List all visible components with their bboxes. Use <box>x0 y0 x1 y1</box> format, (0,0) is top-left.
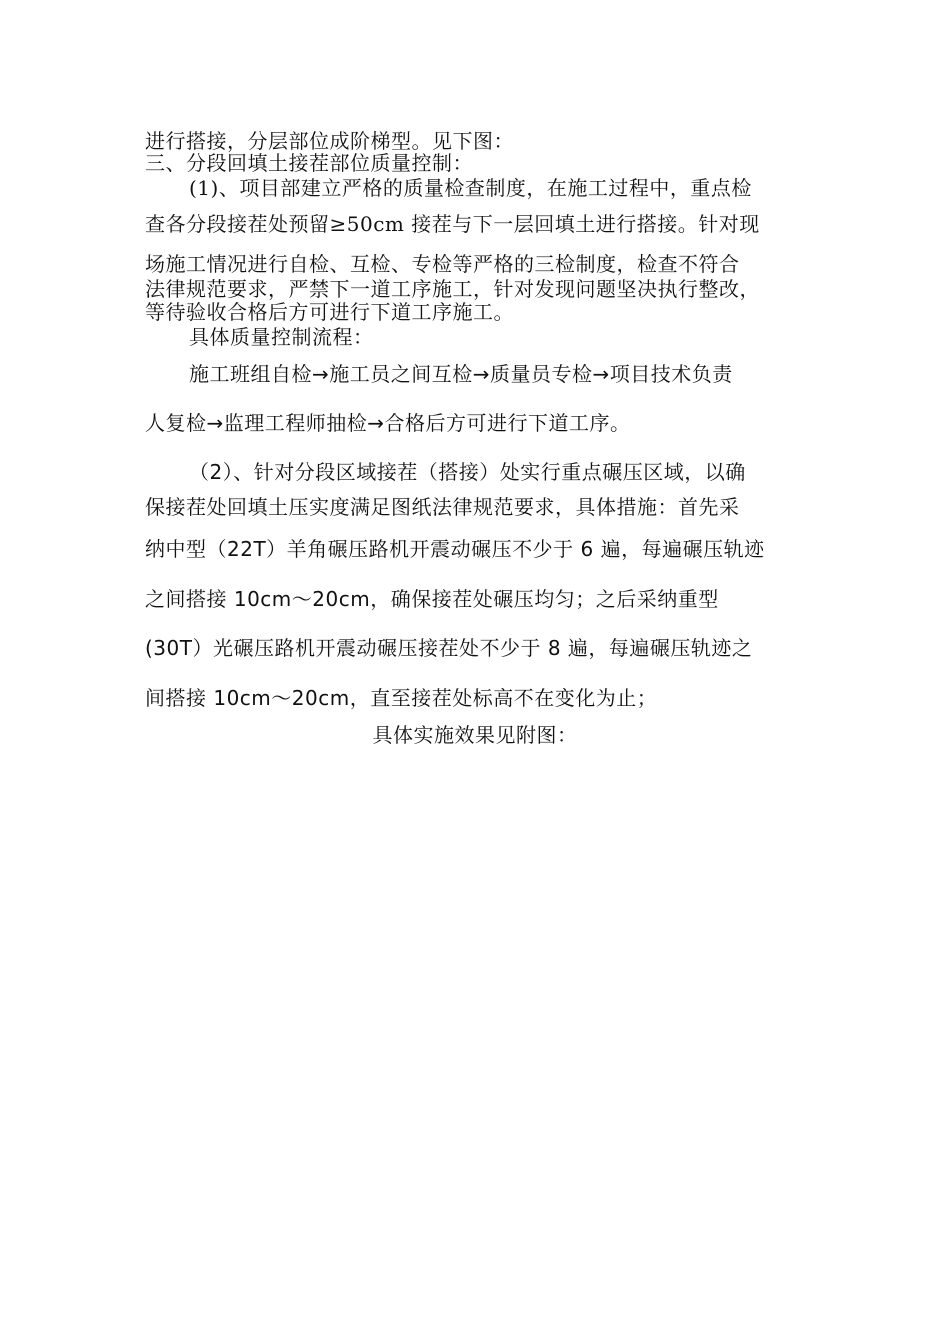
text-line-3: (1)、项目部建立严格的质量检查制度，在施工过程中，重点检 <box>189 176 752 200</box>
text-line-11: （2）、针对分段区域接茬（搭接）处实行重点碾压区域，以确 <box>189 460 746 484</box>
text-line-7: 等待验收合格后方可进行下道工序施工。 <box>145 300 514 324</box>
flow-line-1: 施工班组自检→施工员之间互检→质量员专检→项目技术负责 <box>189 362 733 386</box>
flow-line-2: 人复检→监理工程师抽检→合格后方可进行下道工序。 <box>145 411 631 435</box>
figure-caption: 具体实施效果见附图： <box>372 723 578 747</box>
text-line-13: 纳中型（22T）羊角碾压路机开震动碾压不少于 6 遍，每遍碾压轨迹 <box>145 537 765 561</box>
subheading-flow: 具体质量控制流程： <box>189 325 374 349</box>
text-line-4: 查各分段接茬处预留≥50cm 接茬与下一层回填土进行搭接。针对现 <box>145 212 760 236</box>
text-line-16: 间搭接 10cm～20cm，直至接茬处标高不在变化为止； <box>145 686 658 710</box>
text-line-6: 法律规范要求，严禁下一道工序施工，针对发现问题坚决执行整改， <box>145 277 760 301</box>
text-line-15: (30T）光碾压路机开震动碾压接茬处不少于 8 遍，每遍碾压轨迹之 <box>145 636 753 660</box>
section-heading: 三、分段回填土接茬部位质量控制： <box>145 151 473 175</box>
text-line-1: 进行搭接，分层部位成阶梯型。见下图： <box>145 129 514 153</box>
text-line-14: 之间搭接 10cm～20cm，确保接茬处碾压均匀；之后采纳重型 <box>145 587 719 611</box>
text-line-12: 保接茬处回填土压实度满足图纸法律规范要求，具体措施：首先采 <box>145 495 740 519</box>
text-line-5: 场施工情况进行自检、互检、专检等严格的三检制度，检查不符合 <box>145 252 740 276</box>
